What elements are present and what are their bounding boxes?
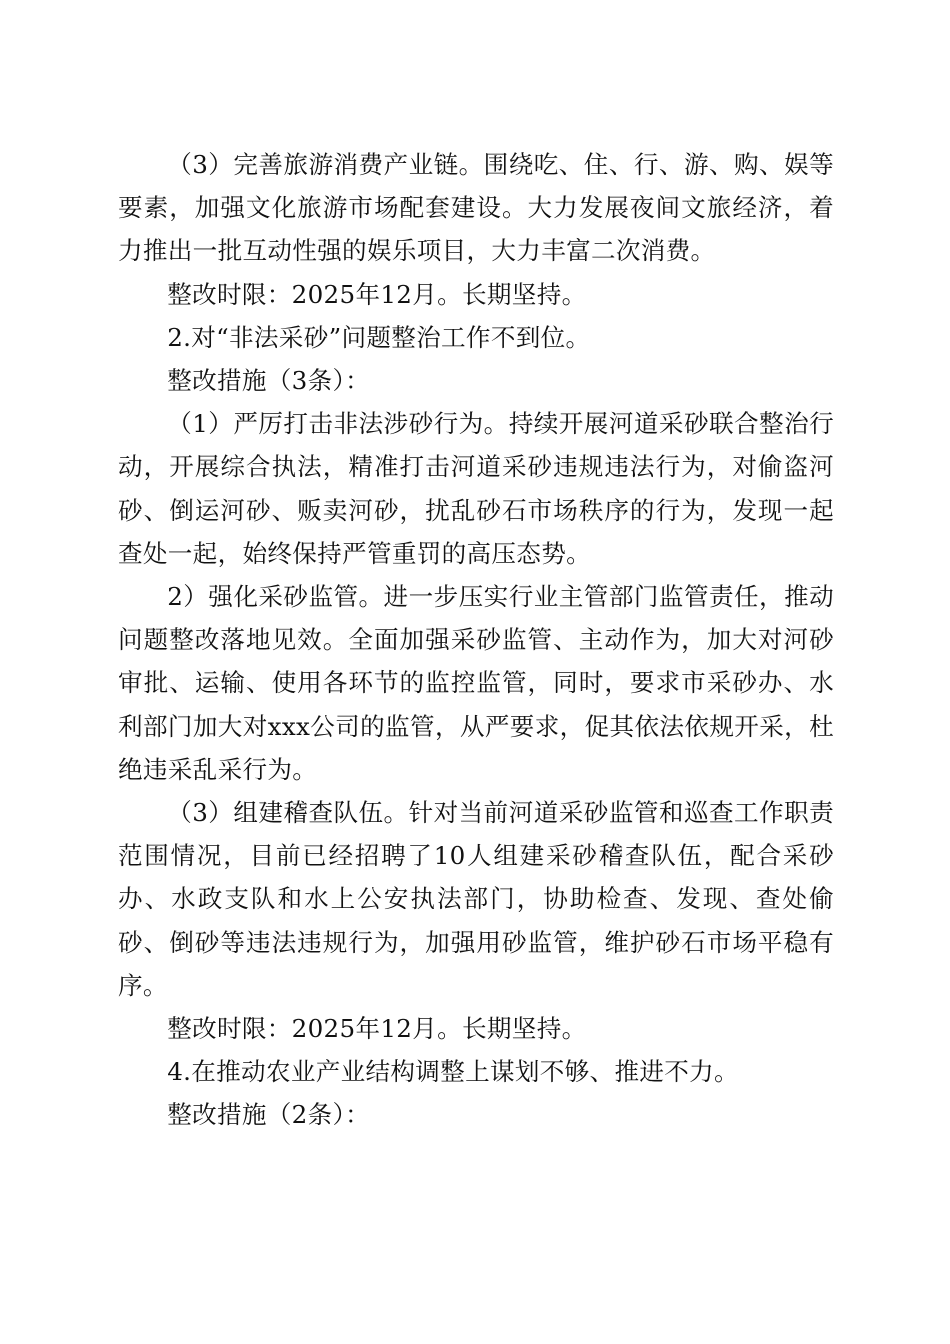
document-body (118, 143, 834, 1137)
paragraph-tourism-chain: （3）完善旅游消费产业链。围绕吃、住、行、游、购、娱等要素，加强文化旅游市场配套建设。大力发展夜间文旅经济，着力推出一批互动性强的娱乐项目，大力丰富二次消费。 (118, 150, 834, 266)
paragraph-measures-2: 整改措施（2条）： (167, 1100, 370, 1130)
paragraph-deadline-2: 整改时限：2025年12月。长期坚持。 (167, 1014, 587, 1044)
paragraph-deadline-1: 整改时限：2025年12月。长期坚持。 (167, 279, 587, 309)
paragraph-measure-supervision: 2）强化采砂监管。进一步压实行业主管部门监管责任，推动问题整改落地见效。全面加强采砂监管、主动作为，加大对河砂审批、运输、使用各环节的监控监管，同时，要求市采砂办、水利部门加大对xxx公司的监管，从严要求，促其依法依规开采，杜绝违采乱采行为。 (118, 582, 834, 784)
paragraph-measure-crackdown: （1）严厉打击非法涉砂行为。持续开展河道采砂联合整治行动，开展综合执法，精准打击河道采砂违规违法行为，对偷盗河砂、倒运河砂、贩卖河砂，扰乱砂石市场秩序的行为，发现一起查处一起，始终保持严管重罚的高压态势。 (118, 409, 834, 568)
paragraph-issue-4-heading: 4.在推动农业产业结构调整上谋划不够、推进不力。 (167, 1057, 739, 1087)
paragraph-measures-3: 整改措施（3条）： (167, 366, 370, 396)
paragraph-issue-2-heading: 2.对“非法采砂”问题整治工作不到位。 (167, 322, 591, 352)
paragraph-measure-inspection-team: （3）组建稽查队伍。针对当前河道采砂监管和巡查工作职责范围情况，目前已经招聘了10人组建采砂稽查队伍，配合采砂办、水政支队和水上公安执法部门，协助检查、发现、查处偷砂、倒砂等违法违规行为，加强用砂监管，维护砂石市场平稳有序。 (118, 798, 834, 1000)
